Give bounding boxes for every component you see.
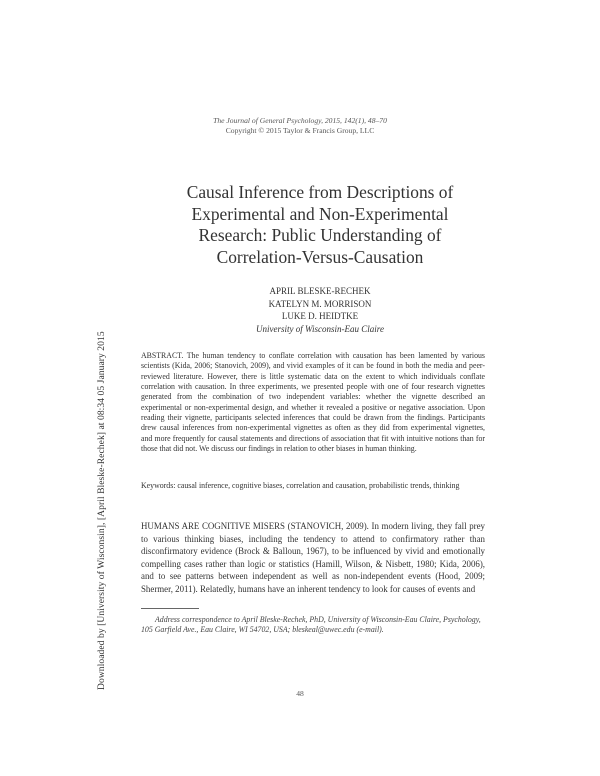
copyright-line: Copyright © 2015 Taylor & Francis Group, LLC <box>225 126 375 135</box>
author-name: LUKE D. HEIDTKE <box>281 311 359 321</box>
author-name: KATELYN M. MORRISON <box>268 298 372 309</box>
body-paragraph: HUMANS ARE COGNITIVE MISERS (STANOVICH, 2009). In modern living, they fall prey to various thinking biases, including the tendency to attend to confirmatory rather than disconfirmatory evidence (Brock & Balloun, 1967), to be influenced by vivid and emotionally compelling cases rather than logic or statistics (Hamill, Wilson, & Nisbett, 1980; Kida, 2006), and to see patterns between independent as well as non-independent events (Hood, 2009; Shermer, 2011). Relatedly, humans have an inherent tendency to look for causes of events and <box>141 521 485 594</box>
journal-citation: The Journal of General Psychology, 2015, 142(1), 48–70 <box>213 116 387 125</box>
footnote-rule <box>141 608 199 609</box>
article-title <box>120 182 520 268</box>
keywords: Keywords: causal inference, cognitive biases, correlation and causation, probabilistic trends, thinking <box>141 481 460 490</box>
page-number: 48 <box>296 689 304 698</box>
download-stamp-text: Downloaded by [University of Wisconsin], [April Bleske-Rechek] at 08:34 05 January 2015 <box>96 331 107 690</box>
author-name: APRIL BLESKE-RECHEK <box>269 286 371 296</box>
correspondence-footnote: Address correspondence to April Bleske-Rechek, PhD, University of Wisconsin-Eau Claire, Psychology, 105 Garfield Ave., Eau Claire, WI 54702, USA; bleskeal@uwec.edu (e-mail). <box>141 615 481 635</box>
author-block <box>120 285 520 335</box>
title-line: Experimental and Non-Experimental <box>191 203 449 224</box>
title-line: Research: Public Understanding of <box>198 225 442 245</box>
download-stamp <box>96 0 106 776</box>
title-line: Causal Inference from Descriptions of <box>186 182 454 202</box>
title-line: Correlation-Versus-Causation <box>216 246 424 267</box>
author-affiliation: University of Wisconsin-Eau Claire <box>256 323 384 334</box>
abstract: ABSTRACT. The human tendency to conflate correlation with causation has been lamented by various scientists (Kida, 2006; Stanovich, 2009), and vivid examples of it can be found in both the media and peer-reviewed literature. However, there is little systematic data on the extent to which individuals conflate correlation with causation. In three experiments, we presented people with one of four research vignettes generated from the combination of two independent variables: whether the vignette described an experimental or non-experimental design, and whether it revealed a positive or negative association. Upon reading their vignette, participants selected inferences that could be drawn from the findings. Participants drew causal inferences from non-experimental vignettes as often as they did from experimental vignettes, and more frequently for causal statements and directions of association that fit with intuitive notions than for those that did not. We discuss our findings in relation to other biases in human thinking. <box>141 351 485 454</box>
